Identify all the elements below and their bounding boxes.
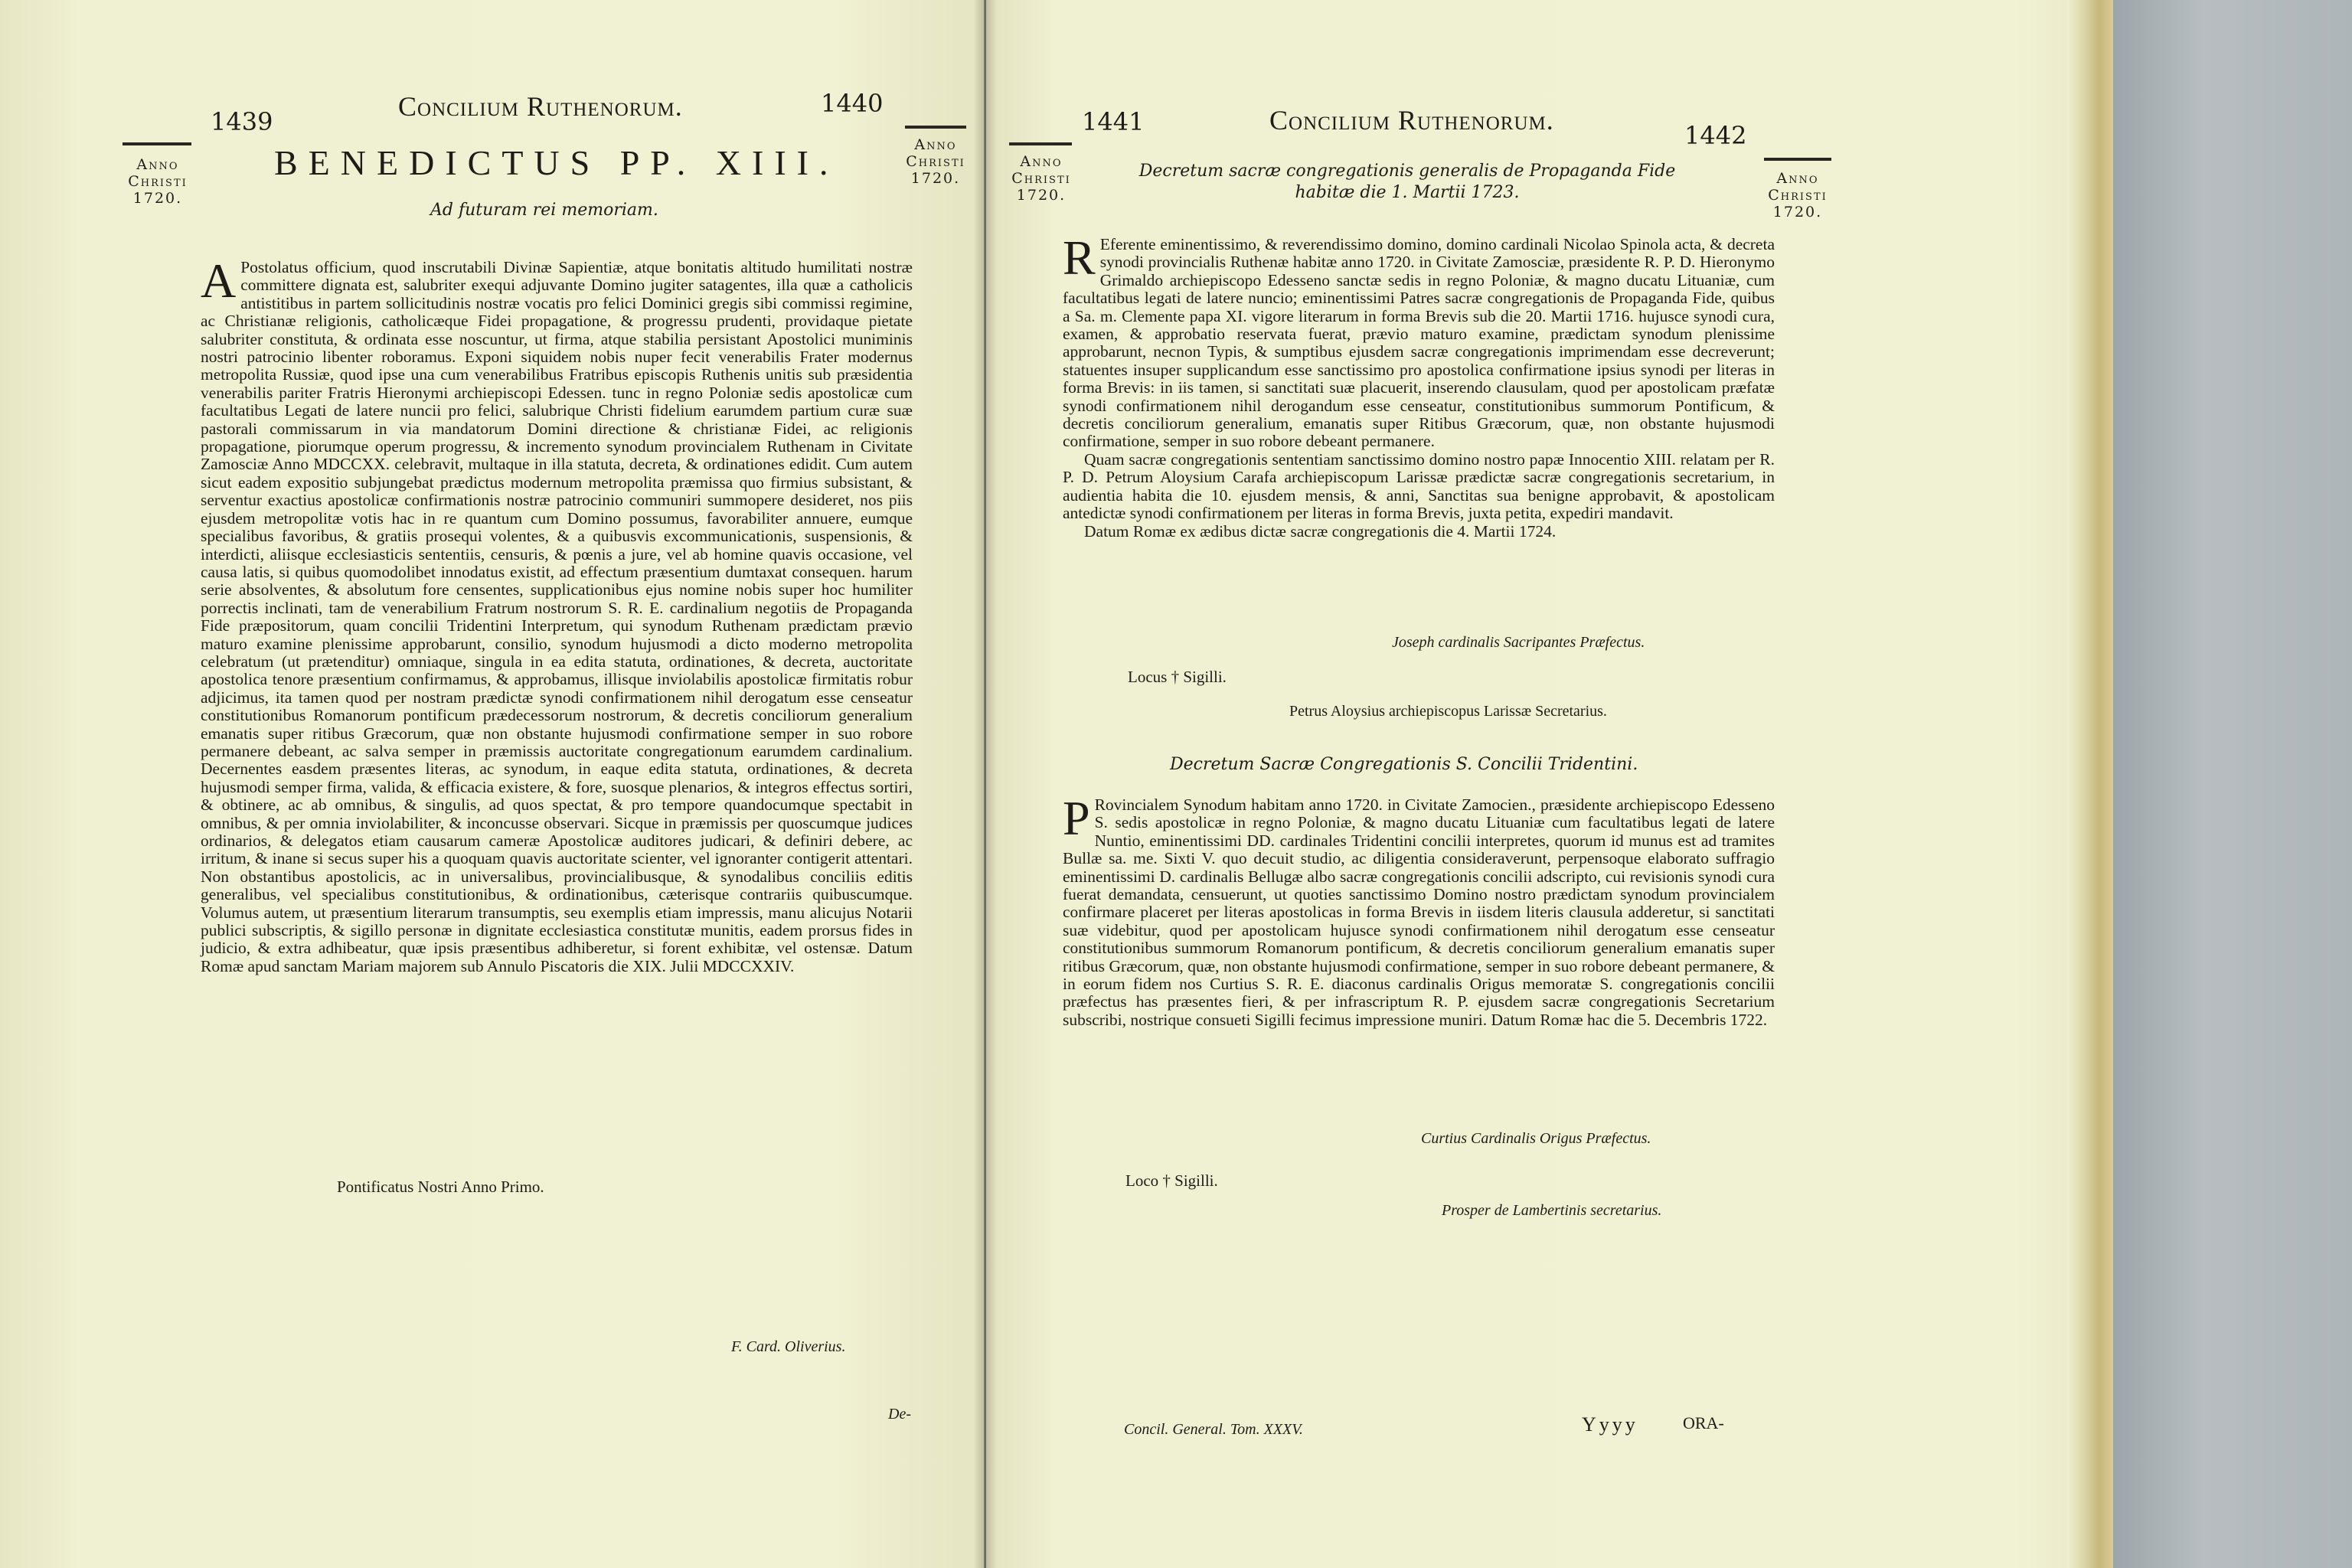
decree1-paragraph-1: Eferente eminentissimo, & reverendissimo domino, domino cardinali Nicolao Spinola acta, & decreta synodi provincialis Ruthenæ habitæ anno 1720. in Civitate Zamosciæ, præsidente R. P. D. Hieronymo Grimaldo archiepiscopo Edesseno sanctæ sedis in regno Poloniæ, & magno ducatu Lituaniæ, cum facultatibus legati de latere nuncio; eminentissimi Patres sacræ congregationis de Propaganda Fide, quibus a Sa. m. Clemente papa XI. vigore literarum in forma Brevis sub die 20. Martii 1716. hujusce synodi cura, examen, & approbatio reservata fuerat, prævio maturo examine, prædictam synodum plenissime approbarunt, necnon Typis, & sumptibus ejusdem sacræ congregationis imprimendam esse decreverunt; statuentes insuper supplicandum esse sanctissimo pro apostolica confirmatione ipsius synodi per literas in forma Brevis: in iis tamen, si sanctitati suæ placuerit, inserendo clausulam, quod per apostolicam præfatæ synodi confirmationem nihil derogandum esse censeatur, constitutionibus summorum Pontificum, & decretis conciliorum generalium, emanatis super Ritibus Græcorum, quæ, non obstante hujusmodi confirmatione, semper in suo robore debeant permanere. xyxy=(1063,235,1779,451)
decree2-paragraph: Rovincialem Synodum habitam anno 1720. in Civitate Zamocien., præsidente archiepiscopo Edesseno S. sedis apostolicæ in regno Poloniæ, & magno ducatu Lituaniæ cum facultatibus legati de latere Nuntio, eminentissimi DD. cardinales Tridentini concilii interpretes, quorum id munus est ad tramites Bullæ sa. me. Sixti V. quo decuit studio, ac diligentia consideraverunt, perpensoque elaborato suffragio eminentissimi D. cardinalis Bellugæ albo sacræ congregationis concilii adscripto, cui revisionis synodi cura fuerat demandata, censuerunt, ut quoties sanctissimo Domino nostro prædictam synodum provincialem confirmare placeret per literas apostolicas in forma Brevis in iisdem literis clausula adderetur, si sanctitati suæ videbitur, quod per apostolicam hujusce synodi confirmationem nihil derogatum esse censeatur constitutionibus summorum Romanorum pontificum, & decretis conciliorum generalium emanatis super ritibus Græcorum, quæ, non obstante hujusmodi confirmatione, semper in suo robore debeant permanere, & in eorum fidem nos Curtius S. R. E. diaconus cardinalis Origus memoratæ S. congregationis concilii præfectus has præsentes fieri, & per infrascriptum R. P. ejusdem sacræ congregationis Secretarium subscribi, nostrique consueti Sigilli fecimus impressione muniri. Datum Romæ hac die 5. Decembris 1722. xyxy=(1063,795,1779,1029)
document-subtitle: Ad futuram rei memoriam. xyxy=(430,201,658,220)
footer-volume: Concil. General. Tom. XXXV. xyxy=(1124,1421,1303,1438)
locus-sigilli-2: Loco † Sigilli. xyxy=(1125,1171,1218,1190)
catchword-left: De- xyxy=(888,1406,911,1423)
decree1-body xyxy=(1063,230,1779,541)
right-page xyxy=(986,0,2105,1568)
margin-note-right: Anno Christi 1720. xyxy=(906,136,965,187)
drop-cap-r: R xyxy=(1063,230,1096,285)
margin-note-left: Anno Christi 1720. xyxy=(128,156,188,207)
signature-origus: Curtius Cardinalis Origus Præfectus. xyxy=(1421,1130,1651,1147)
margin-note-left-r: Anno Christi 1720. xyxy=(1011,153,1071,204)
signature-oliverius: F. Card. Oliverius. xyxy=(731,1338,846,1355)
book-gutter xyxy=(974,0,997,1568)
margin-rule-left-r xyxy=(1009,142,1072,145)
body-paragraph: Postolatus officium, quod inscrutabili Divinæ Sapientiæ, atque bonitatis altitudo humilitati nostræ committere dignata est, salubriter exequi adjuvante Domino jugiter satagentes, illa quæ a catholicis antistitibus in partem sollicitudinis nostræ vocatis pro felici Dominici gregis sibi commissi regimine, ac Christianæ religionis, catholicæque Fidei propagatione, & progressu prudenti, providaque pietate salubriter constituta, & ordinata esse noscuntur, ut firma, atque stabilia persistant Apostolici muniminis nostri patrocinio libenter roboramus. Exponi siquidem nobis nuper fecit venerabilis Frater modernus metropolita Russiæ, quod ipse una cum venerabilibus Fratribus episcopis Ruthenis unitis sub præsidentia venerabilis pariter Fratris Hieronymi archiepiscopi Edessen. tunc in regno Poloniæ sedis apostolicæ cum facultatibus Legati de latere nuncii pro felici, salubrique Christi fidelium earumdem partium curæ suæ pastorali commissarum in via mandatorum Domini directione & christianæ Fidei, ac religionis propagatione, piorumque operum progressu, & incremento synodum provincialem Ruthenam in Civitate Zamosciæ Anno MDCCXX. celebravit, multaque in illa statuta, decreta, & ordinationes edidit. Cum autem sicut eadem expositio subjungebat prædictus modernum metropolita præmissa quo firmius subsistant, & serventur exactius apostolicæ confirmationis nostræ patrocinio communiri summopere desideret, nos piis ejusdem metropolitæ votis hac in re quantum cum Domino possumus, favorabiliter annuere, eumque specialibus favoribus, & gratiis prosequi volentes, & a quibusvis excommunicationis, suspensionis, & interdicti, aliisque ecclesiasticis sententiis, censuris, & pœnis a jure, vel ab homine quavis occasione, vel causa latis, si quibus quomodolibet innodatus existit, ad effectum præsentium dumtaxat consequen. harum serie absolventes, & absolutum fore censentes, supplicationibus ejus nomine nobis super hoc humiliter porrectis inclinati, tam de venerabilium Fratrum nostrorum S. R. E. cardinalium negotiis de Propaganda Fide præpositorum, quam concilii Tridentini Interpretum, qui synodum Ruthenam prædictam prævio maturo examine plenissime approbarunt, consilio, synodum hujusmodi a dicto moderno metropolita celebratum (ut prætenditur) omniaque, singula in ea edita statuta, ordinationes, & decreta, auctoritate apostolica tenore præsentium confirmamus, & approbamus, illisque inviolabilis apostolicæ firmitatis robur adjicimus, ita tamen quod per nostram prædictæ synodi confirmationem nihil derogatum esse censeatur constitutionibus Romanorum pontificum prædecessorum nostrorum, & decretis conciliorum generalium emanatis super ritibus Græcorum, quæ non obstante hujusmodi confirmatione semper in suo robore permanere debeant, ac salva semper in præmissis auctoritate congregationum earumdem cardinalium. Decernentes easdem præsentes literas, ac synodum, in eaque edita statuta, ordinationes, & decreta hujusmodi semper firma, valida, & efficacia existere, & fore, suosque plenarios, & integros effectus sortiri, & obtinere, ac ab omnibus, & singulis, ad quos spectat, & pro tempore quandocumque spectabit in omnibus, & per omnia inviolabiliter, & inconcusse observari. Sicque in præmissis per quoscumque judices ordinarios, & delegatos etiam causarum cameræ Apostolicæ auditores judicari, & definiri debere, ac irritum, & inane si secus super his a quoquam quavis auctoritate scienter, vel ignoranter contigerit attentari. Non obstantibus apostolicis, ac in universalibus, provincialibusque, & synodalibus conciliis editis generalibus, vel specialibus constitutionibus, & ordinationibus, cæterisque contrariis quibuscumque. Volumus autem, ut præsentium literarum transumptis, seu exemplis etiam impressis, manu alicujus Notarii publici subscriptis, & sigillo personæ in dignitate ecclesiastica constitutæ munitis, eadem prorsus fides in judicio, & extra adhibeatur, quæ ipsis præsentibus adhiberetur, si forent exhibitæ, vel ostensæ. Datum Romæ apud sanctam Mariam majorem sub Annulo Piscatoris die XIX. Julii MDCCXXIV. xyxy=(201,258,917,975)
pontificatus-line: Pontificatus Nostri Anno Primo. xyxy=(337,1178,544,1196)
margin-rule-left xyxy=(122,142,191,145)
drop-cap-letter: A xyxy=(201,253,237,308)
decree2-title: Decretum Sacræ Congregationis S. Concilii Tridentini. xyxy=(1170,755,1638,774)
page-edge-strip xyxy=(2067,0,2113,1568)
catchword-right: ORA- xyxy=(1683,1413,1724,1432)
page-number-1439: 1439 xyxy=(211,107,273,136)
running-head: Concilium Ruthenorum. xyxy=(398,91,683,122)
signature-mark: Yyyy xyxy=(1582,1413,1638,1436)
decree1-paragraph-2: Quam sacræ congregationis sententiam sanctissimo domino nostro papæ Innocentio XIII. relatam per R. P. D. Petrum Aloysium Carafa archiepiscopum Larissæ prædictæ sacræ congregationis secretarium, in audientia habita die 10. ejusdem mensis, & anni, Sanctitas sua benigne approbavit, & apostolicam antedictæ synodi confirmationem per literas in forma Brevis, juxta petita, expediri mandavit. xyxy=(1063,449,1779,523)
decree2-body xyxy=(1063,791,1779,1029)
page-number-1440: 1440 xyxy=(821,89,884,118)
signature-sacripantes: Joseph cardinalis Sacripantes Præfectus. xyxy=(1392,634,1645,651)
document-title: BENEDICTUS PP. XIII. xyxy=(274,143,839,182)
signature-carafa: Petrus Aloysius archiepiscopus Larissæ Secretarius. xyxy=(1289,703,1607,720)
decree1-dated: Datum Romæ ex ædibus dictæ sacræ congregationis die 4. Martii 1724. xyxy=(1084,521,1557,541)
drop-cap-p: P xyxy=(1063,791,1090,845)
page-number-1441: 1441 xyxy=(1082,107,1145,136)
running-head-right: Concilium Ruthenorum. xyxy=(1269,105,1554,136)
margin-note-right-r: Anno Christi 1720. xyxy=(1768,170,1828,220)
main-body-text xyxy=(201,253,917,1139)
signature-lambertinis: Prosper de Lambertinis secretarius. xyxy=(1442,1202,1662,1219)
background-surface xyxy=(2105,0,2352,1568)
margin-rule-right-r xyxy=(1764,158,1831,161)
margin-rule-right xyxy=(905,126,966,129)
page-number-1442: 1442 xyxy=(1684,121,1747,150)
left-page xyxy=(0,0,984,1568)
locus-sigilli-1: Locus † Sigilli. xyxy=(1128,668,1227,686)
decree1-title: Decretum sacræ congregationis generalis de Propaganda Fide habitæ die 1. Martii 1723. xyxy=(1138,162,1676,202)
